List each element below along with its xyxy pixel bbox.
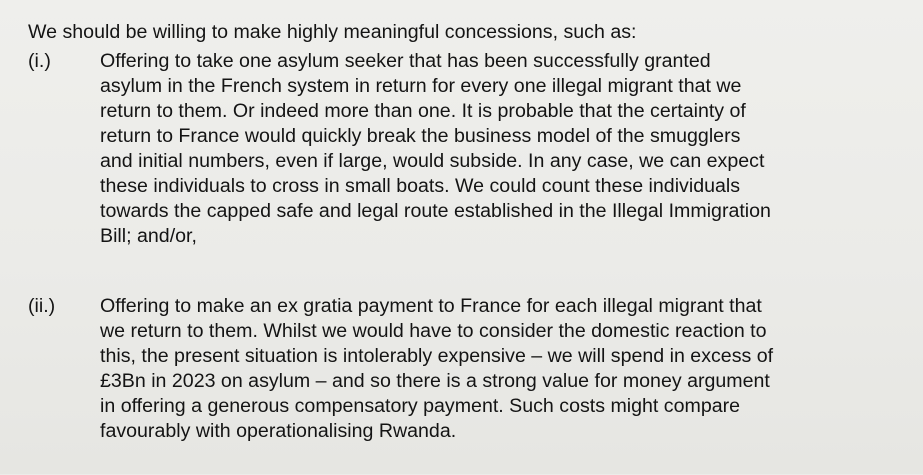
cut-off-next-line [28, 463, 248, 475]
text-line: towards the capped safe and legal route established in the Illegal Immigration [100, 200, 771, 222]
text-line: this, the present situation is intolerably expensive – we will spend in excess of [100, 345, 774, 367]
text-line: return to France would quickly break the business model of the smugglers [100, 125, 741, 147]
text-line: we return to them. Whilst we would have to consider the domestic reaction to [100, 320, 767, 342]
text-line: in offering a generous compensatory payment. Such costs might compare [100, 395, 741, 417]
list-item-text [100, 49, 890, 249]
text-line: favourably with operationalising Rwanda. [100, 420, 457, 442]
list-marker: (ii.) [28, 295, 56, 317]
list-item-text [100, 294, 890, 444]
text-line: return to them. Or indeed more than one. It is probable that the certainty of [100, 100, 746, 122]
text-line: £3Bn in 2023 on asylum – and so there is a strong value for money argument [100, 370, 770, 392]
text-line: these individuals to cross in small boats. We could count these individuals [100, 175, 741, 197]
intro-sentence: We should be willing to make highly meaningful concessions, such as: [28, 21, 637, 43]
text-line: Offering to take one asylum seeker that has been successfully granted [100, 50, 711, 72]
text-line: Offering to make an ex gratia payment to France for each illegal migrant that [100, 295, 762, 317]
list-marker: (i.) [28, 50, 51, 72]
text-line: Bill; and/or, [100, 225, 197, 247]
text-line: asylum in the French system in return for every one illegal migrant that we [100, 75, 742, 97]
text-line: and initial numbers, even if large, would subside. In any case, we can expect [100, 150, 765, 172]
